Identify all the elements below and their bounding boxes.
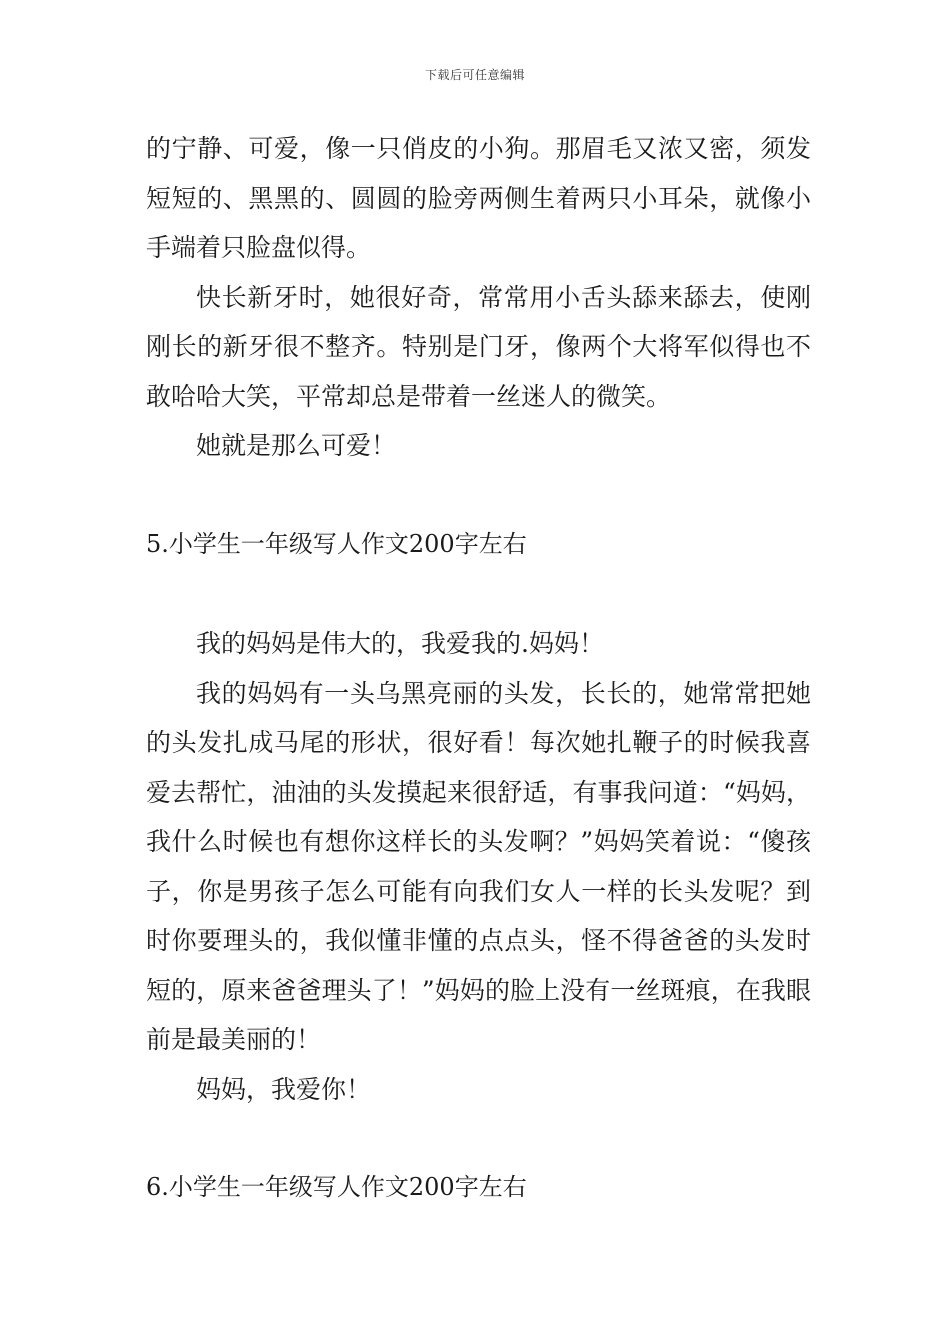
page-header: 下载后可任意编辑 [424,68,525,82]
paragraph-new-teeth: 快长新牙时，她很好奇，常常用小舌头舔来舔去，使刚刚长的新牙很不整齐。特别是门牙，像两个大将军似得也不敢哈哈大笑，平常却总是带着一丝迷人的微笑。 [146,282,811,411]
paragraph-mother-hair: 我的妈妈有一头乌黑亮丽的头发，长长的，她常常把她的头发扎成马尾的形状，很好看！每次她扎鞭子的时候我喜爱去帮忙，油油的头发摸起来很舒适，有事我问道：“妈妈，我什么时候也有想你这样长的头发啊？”妈妈笑着说：“傻孩子，你是男孩子怎么可能有向我们女人一样的长头发呢？到时你要理头的，我似懂非懂的点点头，怪不得爸爸的头发时短的，原来爸爸理头了！”妈妈的脸上没有一丝斑痕，在我眼前是最美丽的！ [146,678,811,1054]
paragraph-love-you: 妈妈，我爱你！ [196,1074,372,1104]
section-heading-6: 6.小学生一年级写人作文200字左右 [146,1173,527,1201]
paragraph-cute: 她就是那么可爱！ [196,431,397,460]
document-body [146,124,811,1213]
paragraph-continued: 的宁静、可爱，像一只俏皮的小狗。那眉毛又浓又密，须发短短的、黑黑的、圆圆的脸旁两侧生着两只小耳朵，就像小手端着只脸盘似得。 [146,134,811,262]
section-heading-5: 5.小学生一年级写人作文200字左右 [146,529,527,558]
paragraph-mother-great: 我的妈妈是伟大的，我爱我的.妈妈！ [196,629,604,658]
